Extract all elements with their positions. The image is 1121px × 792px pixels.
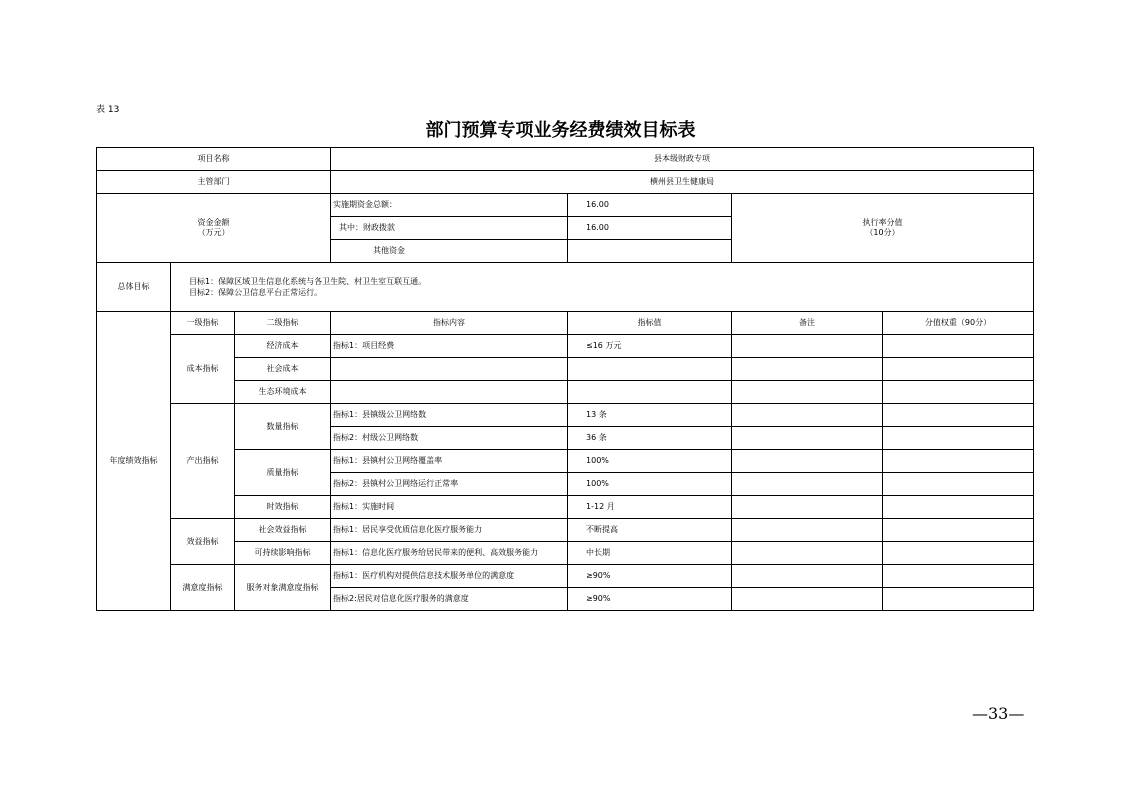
fiscal-funds-value: 16.00 (568, 217, 732, 240)
note-cell (732, 335, 883, 358)
eco-env-cost-label: 生态环境成本 (235, 381, 331, 404)
weight-cell (883, 450, 1034, 473)
execution-score-label (732, 194, 1034, 263)
economic-cost-value: ≤16 万元 (568, 335, 732, 358)
department-label: 主管部门 (97, 171, 331, 194)
quality-1-content: 指标1：县镇村公卫网络覆盖率 (331, 450, 568, 473)
satisfaction-2-content: 指标2:居民对信息化医疗服务的满意度 (331, 588, 568, 611)
total-funds-value: 16.00 (568, 194, 732, 217)
weight-cell (883, 427, 1034, 450)
weight-cell (883, 473, 1034, 496)
weight-cell (883, 565, 1034, 588)
weight-cell (883, 542, 1034, 565)
note-cell (732, 542, 883, 565)
quality-2-value: 100% (568, 473, 732, 496)
benefit-indicator-label: 效益指标 (171, 519, 235, 565)
quality-indicator-label: 质量指标 (235, 450, 331, 496)
table-row (97, 496, 1034, 519)
cost-indicator-label: 成本指标 (171, 335, 235, 404)
note-cell (732, 588, 883, 611)
sustainable-impact-label: 可持续影响指标 (235, 542, 331, 565)
table-row (97, 542, 1034, 565)
total-funds-label: 实施期资金总额： (331, 194, 568, 217)
execution-score-line1: 执行率分值 (862, 218, 903, 227)
quality-2-content: 指标2：县镇村公卫网络运行正常率 (331, 473, 568, 496)
note-cell (732, 519, 883, 542)
quantity-2-content: 指标2：村级公卫网络数 (331, 427, 568, 450)
execution-score-line2: （10分） (865, 228, 900, 237)
table-row (97, 171, 1034, 194)
satisfaction-indicator-label: 满意度指标 (171, 565, 235, 611)
table-row (97, 335, 1034, 358)
overall-goal-2: 目标2：保障公卫信息平台正常运行。 (189, 288, 323, 297)
weight-cell (883, 496, 1034, 519)
note-cell (732, 450, 883, 473)
col-weight-header: 分值权重（90分） (883, 312, 1034, 335)
table-row (97, 381, 1034, 404)
timeliness-1-value: 1-12 月 (568, 496, 732, 519)
performance-target-table (96, 147, 1034, 611)
table-row (97, 312, 1034, 335)
economic-cost-label: 经济成本 (235, 335, 331, 358)
table-row (97, 148, 1034, 171)
table-row (97, 404, 1034, 427)
overall-goal-content (171, 263, 1034, 312)
weight-cell (883, 588, 1034, 611)
overall-goal-1: 目标1：保障区域卫生信息化系统与各卫生院、村卫生室互联互通。 (189, 277, 427, 286)
note-cell (732, 473, 883, 496)
table-row (97, 263, 1034, 312)
quantity-1-value: 13 条 (568, 404, 732, 427)
table-row (97, 565, 1034, 588)
weight-cell (883, 404, 1034, 427)
note-cell (732, 381, 883, 404)
fiscal-funds-label: 其中：财政拨款 (331, 217, 568, 240)
satisfaction-1-content: 指标1：医疗机构对提供信息技术服务单位的满意度 (331, 565, 568, 588)
weight-cell (883, 358, 1034, 381)
note-cell (732, 496, 883, 519)
quantity-indicator-label: 数量指标 (235, 404, 331, 450)
output-indicator-label: 产出指标 (171, 404, 235, 519)
social-benefit-content: 指标1：居民享受优质信息化医疗服务能力 (331, 519, 568, 542)
content-cell (331, 358, 568, 381)
col-note-header: 备注 (732, 312, 883, 335)
overall-goal-label: 总体目标 (97, 263, 171, 312)
weight-cell (883, 335, 1034, 358)
timeliness-1-content: 指标1：实施时间 (331, 496, 568, 519)
note-cell (732, 404, 883, 427)
page-title: 部门预算专项业务经费绩效目标表 (425, 120, 696, 141)
social-benefit-label: 社会效益指标 (235, 519, 331, 542)
value-cell (568, 358, 732, 381)
sustainable-impact-value: 中长期 (568, 542, 732, 565)
col-level2-header: 二级指标 (235, 312, 331, 335)
table-row (97, 194, 1034, 217)
col-content-header: 指标内容 (331, 312, 568, 335)
weight-cell (883, 519, 1034, 542)
table-number: 表 13 (96, 105, 120, 115)
page-number: —33— (972, 704, 1025, 723)
col-level1-header: 一级指标 (171, 312, 235, 335)
quality-1-value: 100% (568, 450, 732, 473)
value-cell (568, 381, 732, 404)
department-value: 横州县卫生健康局 (331, 171, 1034, 194)
project-name-value: 县本级财政专项 (331, 148, 1034, 171)
table-row (97, 450, 1034, 473)
col-value-header: 指标值 (568, 312, 732, 335)
funds-label-line2: （万元） (197, 228, 230, 237)
annual-indicators-label: 年度绩效指标 (97, 312, 171, 611)
satisfaction-2-value: ≥90% (568, 588, 732, 611)
note-cell (732, 427, 883, 450)
weight-cell (883, 381, 1034, 404)
funds-label (97, 194, 331, 263)
funds-label-line1: 资金金额 (197, 218, 230, 227)
quantity-1-content: 指标1：县镇级公卫网络数 (331, 404, 568, 427)
economic-cost-content: 指标1：项目经费 (331, 335, 568, 358)
social-benefit-value: 不断提高 (568, 519, 732, 542)
other-funds-label: 其他资金 (331, 240, 568, 263)
other-funds-value (568, 240, 732, 263)
note-cell (732, 358, 883, 381)
note-cell (732, 565, 883, 588)
target-satisfaction-label: 服务对象满意度指标 (235, 565, 331, 611)
sustainable-impact-content: 指标1：信息化医疗服务给居民带来的便利、高效服务能力 (331, 542, 568, 565)
social-cost-label: 社会成本 (235, 358, 331, 381)
quantity-2-value: 36 条 (568, 427, 732, 450)
project-name-label: 项目名称 (97, 148, 331, 171)
table-row (97, 519, 1034, 542)
satisfaction-1-value: ≥90% (568, 565, 732, 588)
content-cell (331, 381, 568, 404)
table-row (97, 358, 1034, 381)
timeliness-indicator-label: 时效指标 (235, 496, 331, 519)
